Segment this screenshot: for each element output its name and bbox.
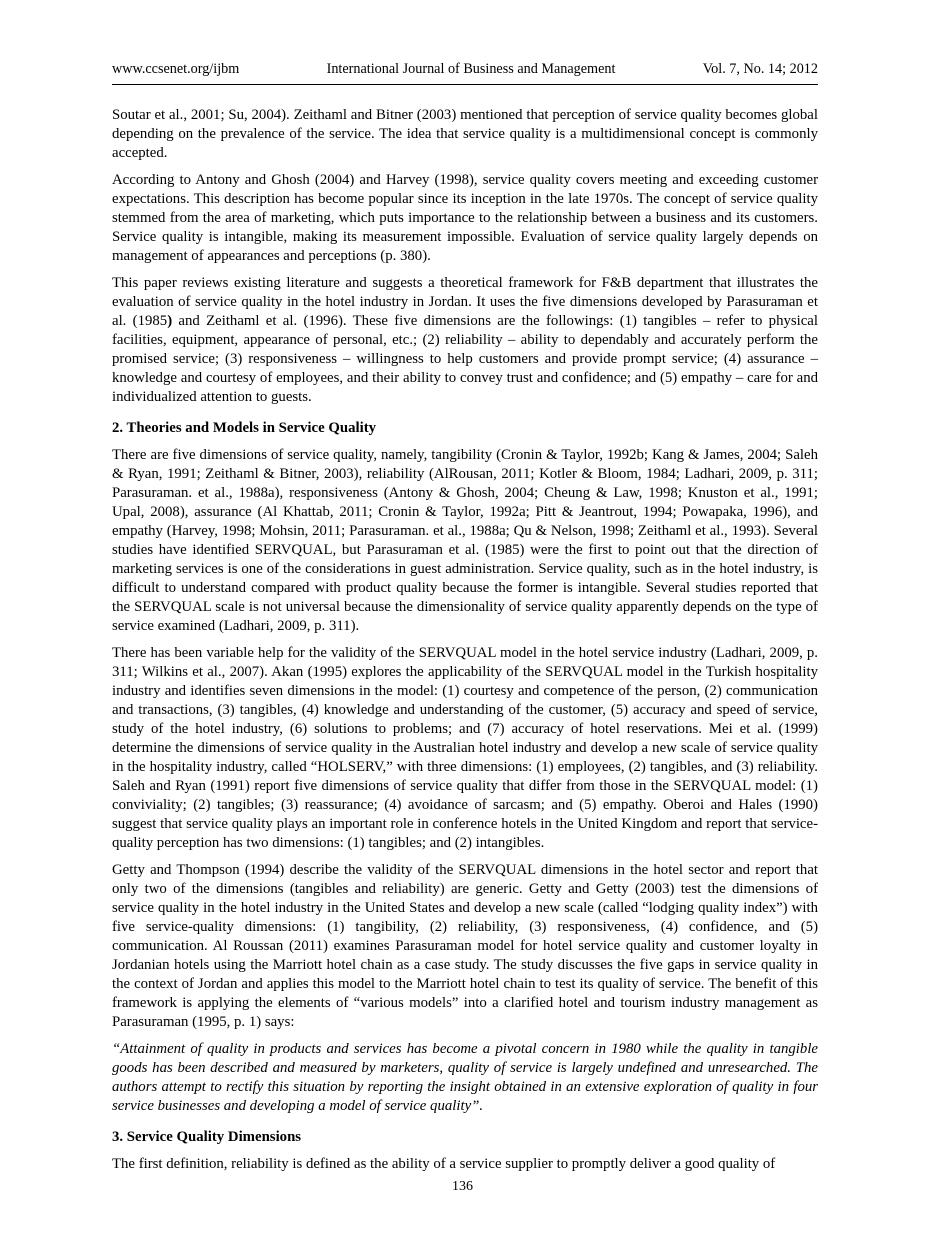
section-heading-service-quality-dimensions: 3. Service Quality Dimensions	[112, 1129, 302, 1145]
page-header	[112, 0, 818, 78]
paragraph-paper-overview	[112, 274, 818, 407]
paragraph-paper-overview-text-b: and Zeithaml et al. (1996). These five dimensions are the followings: (1) tangibles – refer to physical facilities, equipment, appearance of personal, etc.; (2) reliability – ability to dependably and accurately perform the promised service; (3) responsiveness – willingness to help customers and provide prompt service; (4) assurance – knowledge and courtesy of employees, and their ability to convey trust and confidence; and (5) empathy – care for and individualized attention to guests.	[112, 313, 818, 405]
header-divider	[112, 84, 818, 85]
header-volume-info: Vol. 7, No. 14; 2012	[702, 61, 818, 77]
page-number: 136	[452, 1179, 473, 1194]
paragraph-servqual-validity: There has been variable help for the validity of the SERVQUAL model in the hotel service industry (Ladhari, 2009, p. 311; Wilkins et al., 2007). Akan (1995) explores the applicability of the SERVQUAL model in the Turkish hospitality industry and identifies seven dimensions in the model: (1) courtesy and competence of the person, (2) communication and transactions, (3) tangibles, (4) knowledge and understanding of the customer, (5) accuracy and speed of service, study of the hotel industry, (6) solutions to problems; and (7) accuracy of hotel reservations. Mei et al. (1999) determine the dimensions of service quality in the Australian hotel industry and develop a new scale of service quality in the hospitality industry, called “HOLSERV,” with three dimensions: (1) employees, (2) tangibles, and (3) reliability. Saleh and Ryan (1991) report five dimensions of service quality that differ from those in the SERVQUAL model: (1) conviviality; (2) tangibles; (3) reassurance; (4) avoidance of sarcasm; and (5) empathy. Oberoi and Hales (1990) suggest that service quality plays an important role in conference hotels in the United Kingdom and report that service-quality perception has two dimensions: (1) tangibles; and (2) intangibles.	[112, 645, 818, 851]
paragraph-reliability-definition: The first definition, reliability is defined as the ability of a service supplier to promptly deliver a good quality of	[112, 1156, 776, 1172]
paragraph-getty-thompson: Getty and Thompson (1994) describe the validity of the SERVQUAL dimensions in the hotel sector and report that only two of the dimensions (tangibles and reliability) are generic. Getty and Getty (2003) test the dimensions of service quality in the hotel industry in the United States and develop a new scale (called “lodging quality index”) with five service-quality dimensions: (1) tangibility, (2) reliability, (3) responsiveness, (4) confidence, and (5) communication. Al Roussan (2011) examines Parasuraman model for hotel service quality and customer loyalty in Jordanian hotels using the Marriott hotel chain as a case study. The study discusses the five gaps in service quality in the context of Jordan and applies this model to the Marriott hotel chain to test its quality of service. The benefit of this framework is applying the elements of “various models” into a clarified hotel and tourism industry management as Parasuraman (1995, p. 1) says:	[112, 862, 818, 1030]
paragraph-paper-overview-bold-paren: )	[167, 313, 173, 329]
paragraph-paper-overview-text-a: This paper reviews existing literature and suggests a theoretical framework for F&B department that illustrates the evaluation of service quality in the hotel industry in Jordan. It uses the five dimensions developed by Parasuraman et al. (1985	[112, 275, 818, 329]
blockquote-parasuraman: “Attainment of quality in products and services has become a pivotal concern in 1980 while the quality in tangible goods has been described and measured by marketers, quality of service is largely undefined and unresearched. The authors attempt to rectify this situation by reporting the insight obtained in an extensive exploration of quality in four service businesses and developing a model of service quality”.	[112, 1041, 818, 1114]
article-body	[112, 106, 818, 1174]
header-journal-title: International Journal of Business and Management	[326, 61, 616, 77]
header-journal-url: www.ccsenet.org/ijbm	[112, 61, 240, 77]
paragraph-five-dimensions: There are five dimensions of service quality, namely, tangibility (Cronin & Taylor, 1992b; Kang & James, 2004; Saleh & Ryan, 1991; Zeithaml & Bitner, 2003), reliability (AlRousan, 2011; Kotler & Bloom, 1984; Ladhari, 2009, p. 311; Parasuraman. et al., 1988a), responsiveness (Antony & Ghosh, 2004; Cheung & Law, 1998; Knuston et al., 1991; Upal, 2008), assurance (Al Khattab, 2011; Cronin & Taylor, 1992a; Pitt & Jeantrout, 1994; Powapaka, 1996), and empathy (Harvey, 1998; Mohsin, 2011; Parasuraman. et al., 1988a; Qu & Nelson, 1998; Zeithaml et al., 1993). Several studies have identified SERVQUAL, but Parasuraman et al. (1985) were the first to point out that the direction of marketing services is one of the considerations in guest administration. Service quality, such as in the hotel industry, is difficult to understand compared with product quality because the former is intangible. Several studies reported that the SERVQUAL scale is not universal because the dimensionality of service quality apparently depends on the type of service examined (Ladhari, 2009, p. 311).	[112, 447, 818, 634]
paragraph-antony-ghosh: According to Antony and Ghosh (2004) and Harvey (1998), service quality covers meeting and exceeding customer expectations. This description has become popular since its inception in the late 1970s. The concept of service quality stemmed from the area of marketing, which puts importance to the relationship between a business and its customers. Service quality is intangible, making its measurement impossible. Evaluation of service quality largely depends on management of appearances and perceptions (p. 380).	[112, 172, 818, 264]
section-heading-theories-models: 2. Theories and Models in Service Quality	[112, 420, 377, 436]
paragraph-service-quality-perception: Soutar et al., 2001; Su, 2004). Zeithaml and Bitner (2003) mentioned that perception of service quality becomes global depending on the prevalence of the service. The idea that service quality is a multidimensional concept is commonly accepted.	[112, 107, 818, 161]
